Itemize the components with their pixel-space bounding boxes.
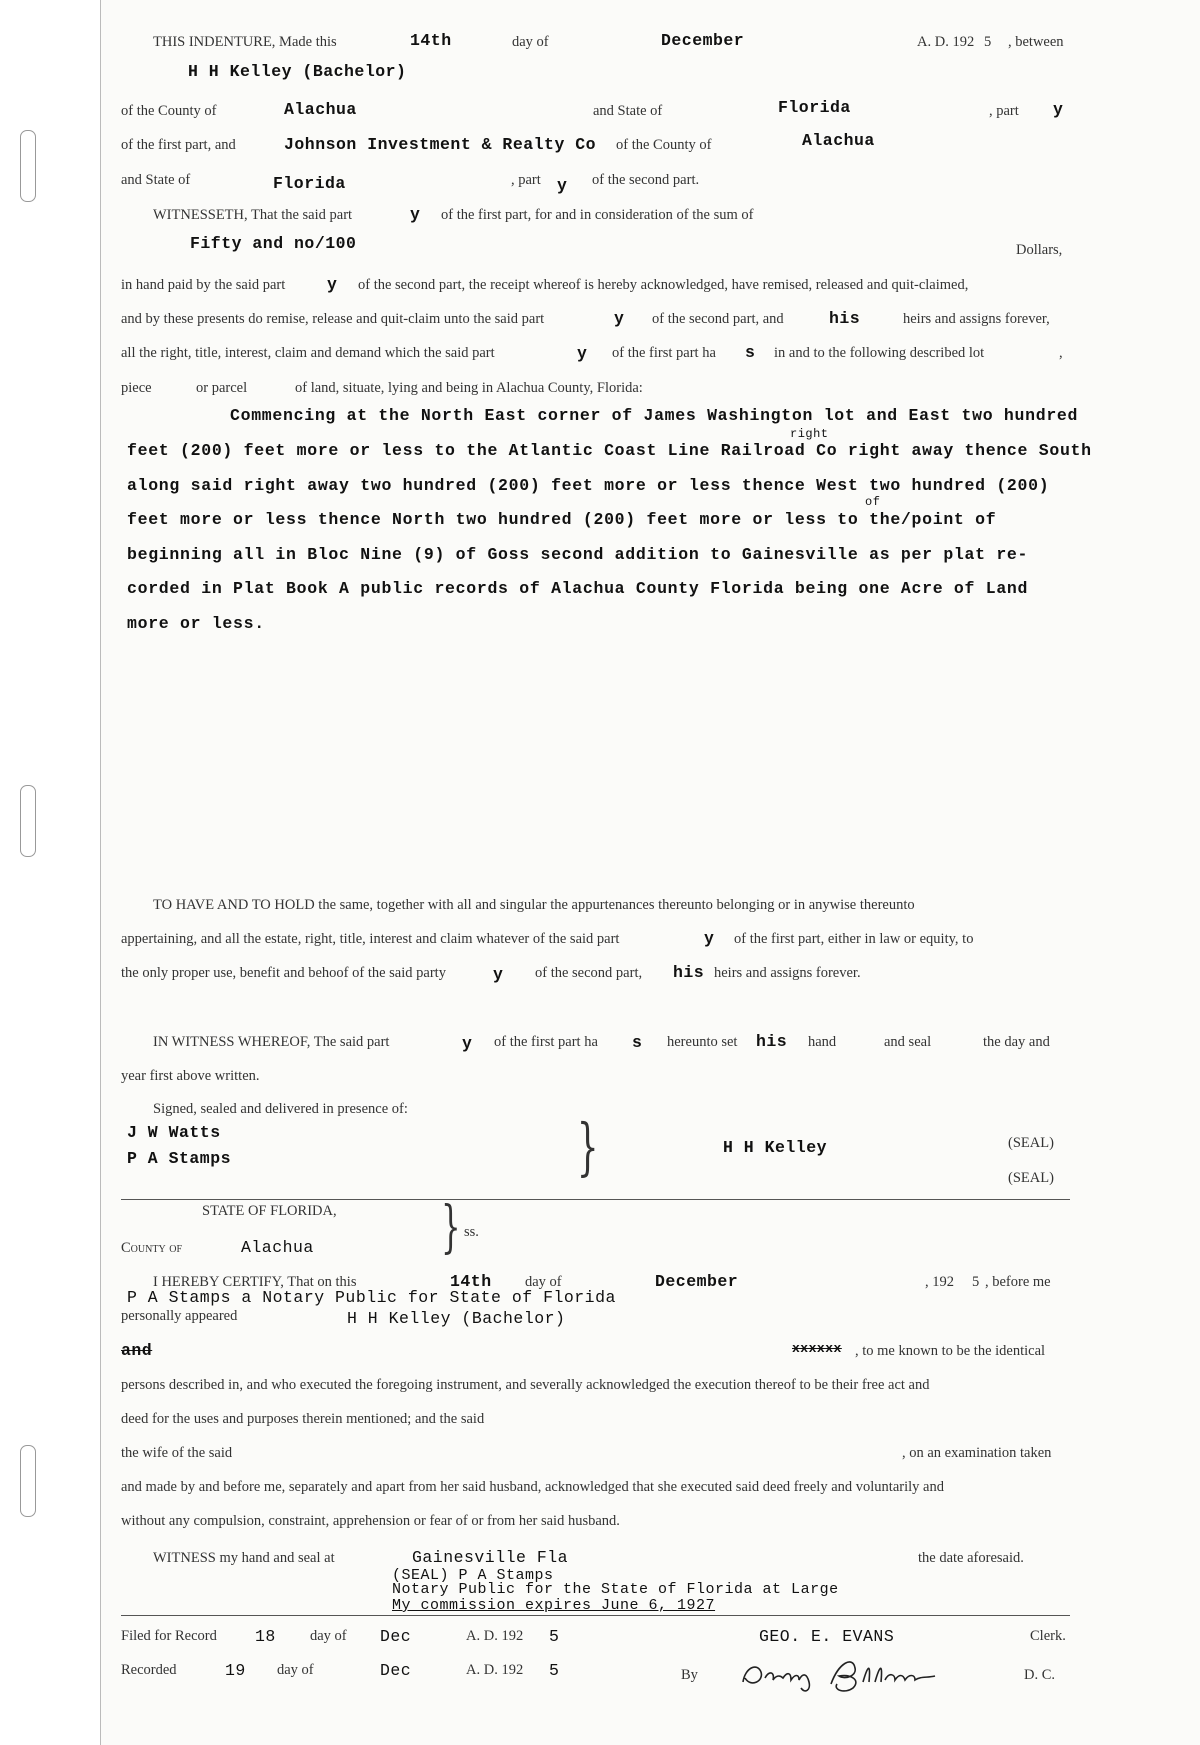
ack-line: deed for the uses and purposes therein mentioned; and the said [121,1411,485,1427]
in-witness-line: year first above written. [121,1068,260,1084]
land-label: of land, situate, lying and being in Alachua County, Florida: [295,380,643,396]
description-line: more or less. [127,614,265,633]
ss-label: ss. [464,1224,479,1240]
description-line: beginning all in Bloc Nine (9) of Goss second addition to Gainesville as per plat re- [127,545,1029,564]
seal-mark: (SEAL) [1008,1135,1054,1151]
body-text: of the second part, and [652,311,784,327]
witness-place: Gainesville Fla [412,1548,569,1567]
state-label: STATE OF FLORIDA, [202,1203,337,1219]
ack-year: 5 [972,1274,980,1290]
appeared-name: H H Kelley (Bachelor) [347,1309,566,1328]
struck-text: and [121,1341,153,1360]
description-line: feet more or less thence North two hundred (200) feet more or less to the/point of [127,510,997,529]
description-line: feet (200) feet more or less to the Atlantic Coast Line Railroad Co right away thence South [127,441,1092,460]
part-y: y [493,965,504,984]
grantor-state: Florida [778,98,851,117]
body-text: in and to the following described lot [774,345,985,361]
witness-brace: } [576,1110,599,1183]
pronoun-his: his [829,309,861,328]
habendum-line: appertaining, and all the estate, right, title, interest and claim whatever of the said part [121,931,620,947]
witnesseth-lead: WITNESSETH, That the said part [153,207,353,223]
certify-label: I HEREBY CERTIFY, That on this [153,1274,357,1290]
part-y: y [577,344,588,363]
habendum-line: of the first part, either in law or equity, to [734,931,974,947]
clerk-name: GEO. E. EVANS [759,1627,895,1646]
in-witness-line: of the first part ha [494,1034,598,1050]
grantee-name: Johnson Investment & Realty Co [284,135,597,154]
suffix-s: s [745,343,756,362]
county-label: County of [121,1240,183,1256]
description-line: Commencing at the North East corner of James Washington lot and East two hundred [230,406,1079,425]
recorded-label: Recorded [121,1662,177,1678]
seal-mark: (SEAL) [1008,1170,1054,1186]
first-part-label: of the first part, and [121,137,236,153]
filed-month: Dec [380,1627,412,1646]
part-y: y [614,309,625,328]
body-text: of the second part, the receipt whereof is hereby acknowledged, have remised, released and quit-claimed, [358,277,969,293]
part-y: y [1053,100,1064,119]
in-witness-line: hereunto set [667,1034,738,1050]
county-label: of the County of [121,103,217,119]
suffix-s: s [632,1033,643,1052]
grantor-name: H H Kelley (Bachelor) [188,62,407,81]
witness-label: WITNESS my hand and seal at [153,1550,335,1566]
ack-line: and made by and before me, separately and apart from her said husband, acknowledged that she executed said deed freely and voluntarily and [121,1479,944,1495]
ad-label: A. D. 192 [917,34,975,50]
and-state-label: and State of [121,172,191,188]
grantor-county: Alachua [284,100,357,119]
hand-label: hand [808,1034,837,1050]
habendum-line: heirs and assigns forever. [714,965,861,981]
grantee-state: Florida [273,174,346,193]
of-county-label: of the County of [616,137,712,153]
ad-label: A. D. 192 [466,1662,524,1678]
ack-line: without any compulsion, constraint, apprehension or fear of or from her said husband. [121,1513,620,1529]
appeared-label: personally appeared [121,1308,238,1324]
insert-of: of [865,495,881,509]
part-y: y [410,205,421,224]
pronoun-his: his [756,1032,788,1051]
section-divider [121,1615,1070,1616]
insert-right: right [790,427,829,441]
grantor-signature: H H Kelley [723,1138,828,1157]
witness-name: P A Stamps [127,1149,232,1168]
consideration-amount: Fifty and no/100 [190,234,357,253]
habendum-line: the only proper use, benefit and behoof of the said party [121,965,446,981]
witness-name: J W Watts [127,1123,221,1142]
dollars-label: Dollars, [1016,242,1063,258]
part-y: y [704,929,715,948]
between-label: , between [1008,34,1064,50]
ss-brace: } [441,1195,461,1260]
filed-label: Filed for Record [121,1628,217,1644]
habendum-line: of the second part, [535,965,643,981]
by-label: By [681,1667,698,1683]
body-text: heirs and assigns forever, [903,311,1050,327]
signed-label: Signed, sealed and delivered in presence of: [153,1101,408,1117]
second-part-label: of the second part. [592,172,700,188]
wife-label: the wife of the said [121,1445,233,1461]
binder-hole [20,1445,36,1517]
state-label: and State of [593,103,663,119]
deputy-clerk-signature [735,1648,1035,1698]
ack-line: persons described in, and who executed the foregoing instrument, and severally acknowledged the execution thereof to be their free act and [121,1377,930,1393]
habendum-line: TO HAVE AND TO HOLD the same, together with all and singular the appurtenances thereunto belonging or in anywise thereunto [153,897,915,913]
indenture-year: 5 [984,34,992,50]
day-of-label: day of [525,1274,562,1290]
day-of-label: day of [310,1628,347,1644]
part-label: , part [989,103,1019,119]
officer-line: P A Stamps a Notary Public for State of Florida [127,1288,616,1307]
year-prefix: , 192 [925,1274,954,1290]
ack-day: 14th [450,1272,492,1291]
part-y: y [327,275,338,294]
body-text: of the first part ha [612,345,716,361]
piece-label: piece [121,380,152,396]
notary-commission: My commission expires June 6, 1927 [392,1597,716,1614]
binder-hole [20,130,36,202]
filed-day: 18 [255,1627,276,1646]
parcel-label: or parcel [196,380,248,396]
recorded-day: 19 [225,1661,246,1680]
section-divider [121,1199,1070,1200]
binder-hole [20,785,36,857]
body-text: in hand paid by the said part [121,277,286,293]
body-text: and by these presents do remise, release and quit-claim unto the said part [121,311,545,327]
description-line: corded in Plat Book A public records of Alachua County Florida being one Acre of Land [127,579,1029,598]
before-me-label: , before me [985,1274,1051,1290]
filed-year: 5 [549,1627,560,1646]
ack-month: December [655,1272,739,1291]
day-of-label: day of [512,34,549,50]
notary-title: Notary Public for the State of Florida at Large [392,1581,839,1598]
comma: , [1059,345,1063,361]
seal-label: and seal [884,1034,932,1050]
day-and-label: the day and [983,1034,1050,1050]
examination-label: , on an examination taken [902,1445,1052,1461]
identical-label: , to me known to be the identical [855,1343,1046,1359]
part-y-label: , part [511,172,541,188]
ack-county: Alachua [241,1238,314,1257]
notary-signature: (SEAL) P A Stamps [392,1567,554,1584]
day-of-label: day of [277,1662,314,1678]
date-aforesaid-label: the date aforesaid. [918,1550,1024,1566]
ad-label: A. D. 192 [466,1628,524,1644]
in-witness-line: IN WITNESS WHEREOF, The said part [153,1034,390,1050]
part-y: y [557,176,568,195]
indenture-label: THIS INDENTURE, Made this [153,34,337,50]
witnesseth-rest: of the first part, for and in consideration of the sum of [441,207,754,223]
dc-label: D. C. [1024,1667,1056,1683]
body-text: all the right, title, interest, claim and demand which the said part [121,345,495,361]
struck-text: xxxxxx [792,1341,842,1356]
recorded-year: 5 [549,1661,560,1680]
description-line: along said right away two hundred (200) feet more or less thence West two hundred (200) [127,476,1050,495]
clerk-label: Clerk. [1030,1628,1066,1644]
part-y: y [462,1034,473,1053]
indenture-month: December [661,31,745,50]
recorded-month: Dec [380,1661,412,1680]
grantee-county: Alachua [802,131,875,150]
indenture-day: 14th [410,31,452,50]
pronoun-his: his [673,963,705,982]
